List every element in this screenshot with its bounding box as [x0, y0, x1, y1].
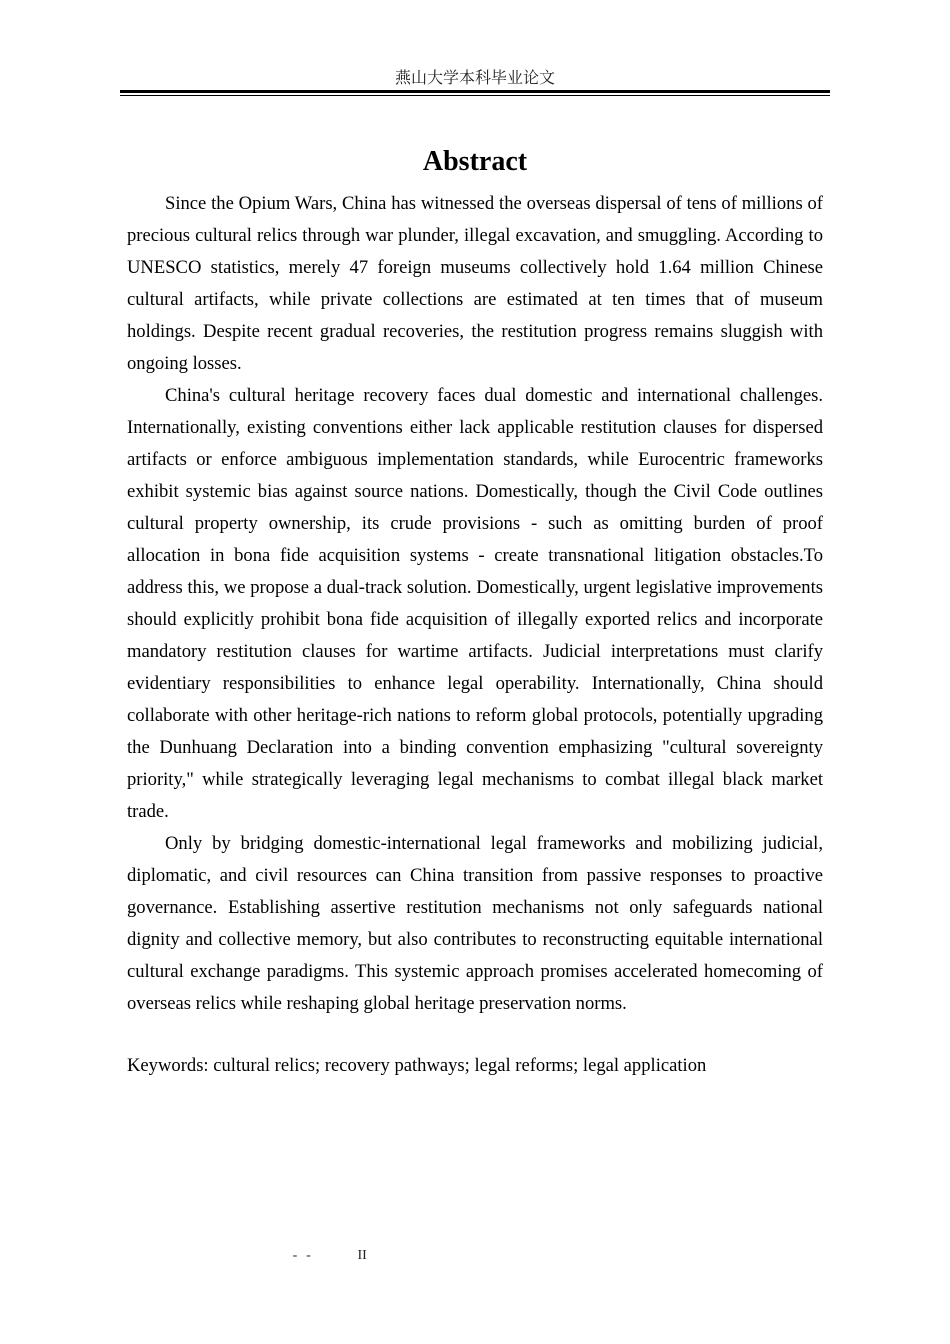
abstract-paragraph-1: Since the Opium Wars, China has witnessed the overseas dispersal of tens of millions of precious cultural relics through war plunder, illegal excavation, and smuggling. According to UNESCO statistics, merely 47 foreign museums collectively hold 1.64 million Chinese cultural artifacts, while private collections are estimated at ten times that of museum holdings. Despite recent gradual recoveries, the restitution progress remains sluggish with ongoing losses. [127, 193, 823, 374]
page-number: II [357, 1248, 367, 1263]
header-rule-thin [120, 95, 830, 96]
abstract-paragraph-3: Only by bridging domestic-international legal frameworks and mobilizing judicial, diplomatic, and civil resources can China transition from passive responses to proactive governance. Establishing assertive restitution mechanisms not only safeguards national dignity and collective memory, but also contributes to reconstructing equitable international cultural exchange paradigms. This systemic approach promises accelerated homecoming of overseas relics while reshaping global heritage preservation norms. [127, 833, 823, 1014]
abstract-paragraph-2: China's cultural heritage recovery faces dual domestic and international challenges. Internationally, existing conventions either lack applicable restitution clauses for dispersed artifacts or enforce ambiguous implementation standards, while Eurocentric frameworks exhibit systemic bias against source nations. Domestically, though the Civil Code outlines cultural property ownership, its crude provisions - such as omitting burden of proof allocation in bona fide acquisition systems - create transnational litigation obstacles.To address this, we propose a dual-track solution. Domestically, urgent legislative improvements should explicitly prohibit bona fide acquisition of illegally exported relics and incorporate mandatory restitution clauses for wartime artifacts. Judicial interpretations must clarify evidentiary responsibilities to enhance legal operability. Internationally, China should collaborate with other heritage-rich nations to reform global protocols, potentially upgrading the Dunhuang Declaration into a binding convention emphasizing "cultural sovereignty priority," while strategically leveraging legal mechanisms to combat illegal black market trade. [127, 385, 823, 822]
header-rule-thick [120, 90, 830, 93]
running-header: 燕山大学本科毕业论文 [394, 70, 555, 87]
abstract-title: Abstract [422, 146, 528, 177]
abstract-body [127, 188, 823, 1020]
page-footer [290, 1246, 367, 1266]
footer-dash-right: - [306, 1248, 311, 1263]
keywords-line: Keywords: cultural relics; recovery pathways; legal reforms; legal application [127, 1055, 707, 1076]
footer-dash-left: - [292, 1248, 298, 1263]
